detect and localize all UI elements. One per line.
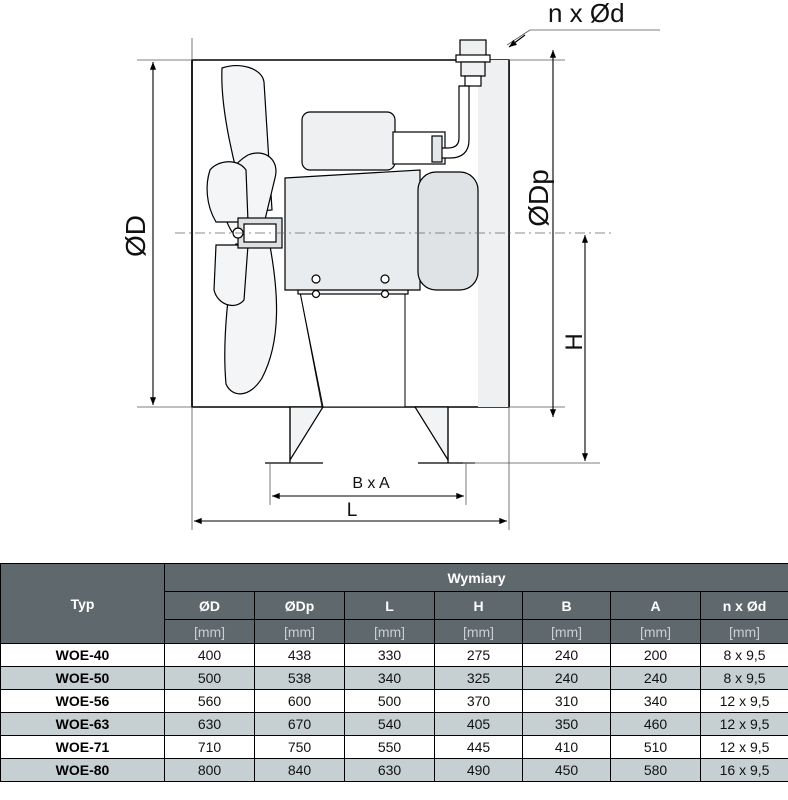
label-height: H <box>561 333 588 351</box>
value-cell: 580 <box>611 759 701 782</box>
label-holes: n x Ød <box>548 0 625 28</box>
value-cell: 490 <box>435 759 523 782</box>
value-cell: 550 <box>345 736 435 759</box>
value-cell: 560 <box>165 690 255 713</box>
type-cell: WOE-40 <box>1 644 165 667</box>
table-row <box>1 736 788 759</box>
table-row <box>1 759 788 782</box>
value-cell: 200 <box>611 644 701 667</box>
type-cell: WOE-71 <box>1 736 165 759</box>
column-header: ØD <box>165 592 255 620</box>
value-cell: 12 x 9,5 <box>701 690 788 713</box>
label-base: B x A <box>352 475 390 492</box>
unit-cell: [mm] <box>255 620 345 644</box>
table-row <box>1 644 788 667</box>
dimensions-table <box>0 563 788 782</box>
unit-cell: [mm] <box>165 620 255 644</box>
value-cell: 310 <box>523 690 611 713</box>
value-cell: 410 <box>523 736 611 759</box>
value-cell: 538 <box>255 667 345 690</box>
value-cell: 12 x 9,5 <box>701 736 788 759</box>
table-row <box>1 713 788 736</box>
value-cell: 240 <box>611 667 701 690</box>
column-header: L <box>345 592 435 620</box>
type-cell: WOE-50 <box>1 667 165 690</box>
type-cell: WOE-80 <box>1 759 165 782</box>
value-cell: 500 <box>165 667 255 690</box>
value-cell: 275 <box>435 644 523 667</box>
column-header: B <box>523 592 611 620</box>
value-cell: 750 <box>255 736 345 759</box>
type-header: Typ <box>1 564 165 644</box>
value-cell: 800 <box>165 759 255 782</box>
table-row <box>1 667 788 690</box>
value-cell: 8 x 9,5 <box>701 644 788 667</box>
value-cell: 330 <box>345 644 435 667</box>
column-header: ØDp <box>255 592 345 620</box>
column-header: A <box>611 592 701 620</box>
value-cell: 510 <box>611 736 701 759</box>
table-row <box>1 690 788 713</box>
group-header: Wymiary <box>165 564 788 592</box>
value-cell: 540 <box>345 713 435 736</box>
value-cell: 438 <box>255 644 345 667</box>
support-legs <box>265 407 475 463</box>
value-cell: 400 <box>165 644 255 667</box>
value-cell: 12 x 9,5 <box>701 713 788 736</box>
label-diameter: ØD <box>120 215 151 257</box>
label-flange-diameter: ØDp <box>523 169 554 227</box>
value-cell: 350 <box>523 713 611 736</box>
value-cell: 500 <box>345 690 435 713</box>
column-header: n x Ød <box>701 592 788 620</box>
value-cell: 450 <box>523 759 611 782</box>
column-header: H <box>435 592 523 620</box>
value-cell: 600 <box>255 690 345 713</box>
value-cell: 710 <box>165 736 255 759</box>
value-cell: 405 <box>435 713 523 736</box>
label-length: L <box>346 500 358 521</box>
type-cell: WOE-63 <box>1 713 165 736</box>
unit-cell: [mm] <box>345 620 435 644</box>
unit-cell: [mm] <box>435 620 523 644</box>
value-cell: 630 <box>345 759 435 782</box>
value-cell: 240 <box>523 667 611 690</box>
value-cell: 340 <box>345 667 435 690</box>
value-cell: 840 <box>255 759 345 782</box>
value-cell: 325 <box>435 667 523 690</box>
value-cell: 670 <box>255 713 345 736</box>
value-cell: 630 <box>165 713 255 736</box>
value-cell: 340 <box>611 690 701 713</box>
type-cell: WOE-56 <box>1 690 165 713</box>
value-cell: 8 x 9,5 <box>701 667 788 690</box>
value-cell: 445 <box>435 736 523 759</box>
value-cell: 370 <box>435 690 523 713</box>
unit-cell: [mm] <box>523 620 611 644</box>
unit-cell: [mm] <box>701 620 788 644</box>
value-cell: 16 x 9,5 <box>701 759 788 782</box>
value-cell: 240 <box>523 644 611 667</box>
unit-cell: [mm] <box>611 620 701 644</box>
value-cell: 460 <box>611 713 701 736</box>
